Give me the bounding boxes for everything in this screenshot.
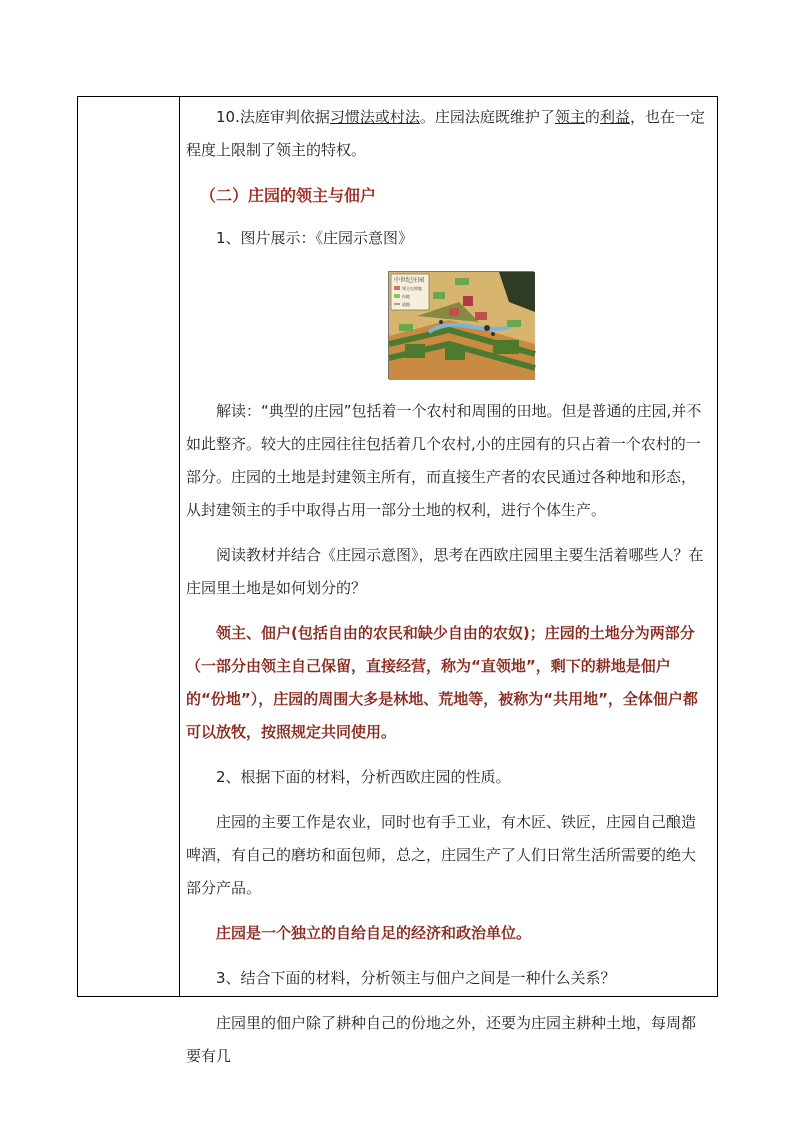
material-2: 庄园的主要工作是农业，同时也有手工业，有木匠、铁匠，庄园自己酿造啤酒，有自己的磨坊和面包师，总之，庄园生产了人们日常生活所需要的绝大部分产品。 [186,813,697,897]
material-3: 庄园里的佃户除了耕种自己的份地之外，还要为庄园主耕种土地，每周都要有几 [186,1014,697,1065]
manor-diagram-image [388,271,534,379]
item-2: 2、根据下面的材料，分析西欧庄园的性质。 [216,768,511,786]
answer-2: 庄园是一个独立的自给自足的经济和政治单位。 [216,924,532,942]
content-cell [186,97,709,1073]
question-1: 阅读教材并结合《庄园示意图》，思考在西欧庄园里主要生活着哪些人？在庄园里土地是如何划分的？ [186,546,704,597]
legend-label-road: 道路 [402,302,410,307]
legend-label-allotment: 份地 [402,294,410,299]
lesson-table [77,96,718,1065]
section-heading: （二）庄园的领主与佃户 [200,186,377,205]
item-1: 1、图片展示：《庄园示意图》 [216,229,414,247]
left-column-cell [78,97,180,996]
law-court-paragraph: 10.法庭审判依据习惯法或村法。庄园法庭既维护了领主的利益，也在一定程度上限制了领主的特权。 [186,108,705,159]
item-3: 3、结合下面的材料，分析领主与佃户之间是一种什么关系？ [216,969,616,987]
analysis-paragraph: 解读：“典型的庄园”包括着一个农村和周围的田地。但是普通的庄园,并不如此整齐。较大的庄园往往包括着几个农村,小的庄园有的只占着一个农村的一部分。庄园的土地是封建领主所有，而直接生产者的农民通过各种地和形态，从封建领主的手中取得占用一部分土地的权利，进行个体生产。 [186,402,702,519]
legend-label-demesne: 领主自营地 [402,286,422,291]
answer-1: 领主、佃户(包括自由的农民和缺少自由的农奴)；庄园的土地分为两部分（一部分由领主自己保留，直接经营，称为“直领地”，剩下的耕地是佃户的“份地”），庄园的周围大多是林地、荒地等，被称为“共用地”，全体佃户都可以放牧，按照规定共同使用。 [186,624,698,741]
figure-title: 中世纪庄园 [394,277,425,284]
